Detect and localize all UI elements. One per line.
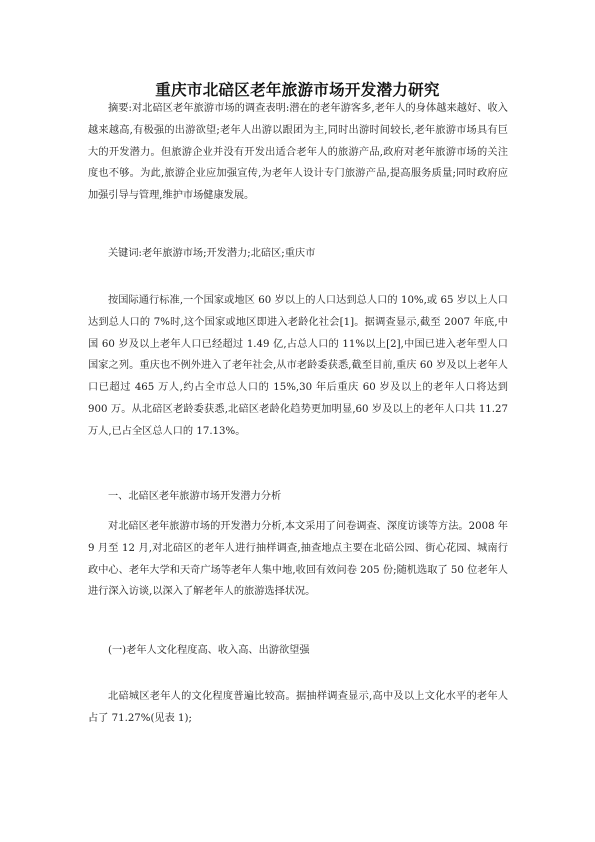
abstract-paragraph: 摘要:对北碚区老年旅游市场的调查表明:潜在的老年游客多,老年人的身体越来越好、收入越来越高,有极强的出游欲望;老年人出游以跟团为主,同时出游时间较长,老年旅游市场具有巨大的开发潜力。但旅游企业并没有开发出适合老年人的旅游产品,政府对老年旅游市场的关注度也不够。为此,旅游企业应加强宣传,为老年人设计专门旅游产品,提高服务质量;同时政府应加强引导与管理,维护市场健康发展。 — [88, 103, 508, 202]
keywords-line: 关键词:老年旅游市场;开发潜力;北碚区;重庆市 — [108, 248, 316, 259]
paper-title: 重庆市北碚区老年旅游市场开发潜力研究 — [155, 81, 440, 99]
section-heading: 一、北碚区老年旅游市场开发潜力分析 — [108, 491, 282, 502]
method-paragraph: 对北碚区老年旅游市场的开发潜力分析,本文采用了问卷调查、深度访谈等方法。2008 年 9 月至 12 月,对北碚区的老年人进行抽样调查,抽查地点主要在北碚公园、街心花园、城南行政中心、老年大学和天奇广场等老年人集中地,收回有效问卷 205 份;随机选取了 50 位老年人进行深入访谈,以深入了解老年人的旅游选择状况。 — [88, 521, 508, 598]
subsection-heading: (一)老年人文化程度高、收入高、出游欲望强 — [108, 645, 310, 656]
education-paragraph: 北碚城区老年人的文化程度普遍比较高。据抽样调查显示,高中及以上文化水平的老年人占了 71.27%(见表 1); — [88, 691, 508, 724]
intro-paragraph: 按国际通行标准,一个国家或地区 60 岁以上的人口达到总人口的 10%,或 65 岁以上人口达到总人口的 7%时,这个国家或地区即进入老龄化社会[1]。据调查显示,截至 2007 年底,中国 60 岁及以上老年人口已经超过 1.49 亿,占总人口的 11%以上[2],中国已进入老年型人口国家之列。重庆也不例外进入了老年社会,从市老龄委获悉,截至目前,重庆 60 岁及以上老年人口已超过 465 万人,约占全市总人口的 15%,30 年后重庆 60 岁及以上的老年人口将达到 900 万。从北碚区老龄委获悉,北碚区老龄化趋势更加明显,60 岁及以上的老年人口共 11.27 万人,已占全区总人口的 17.13%。 — [88, 295, 508, 437]
